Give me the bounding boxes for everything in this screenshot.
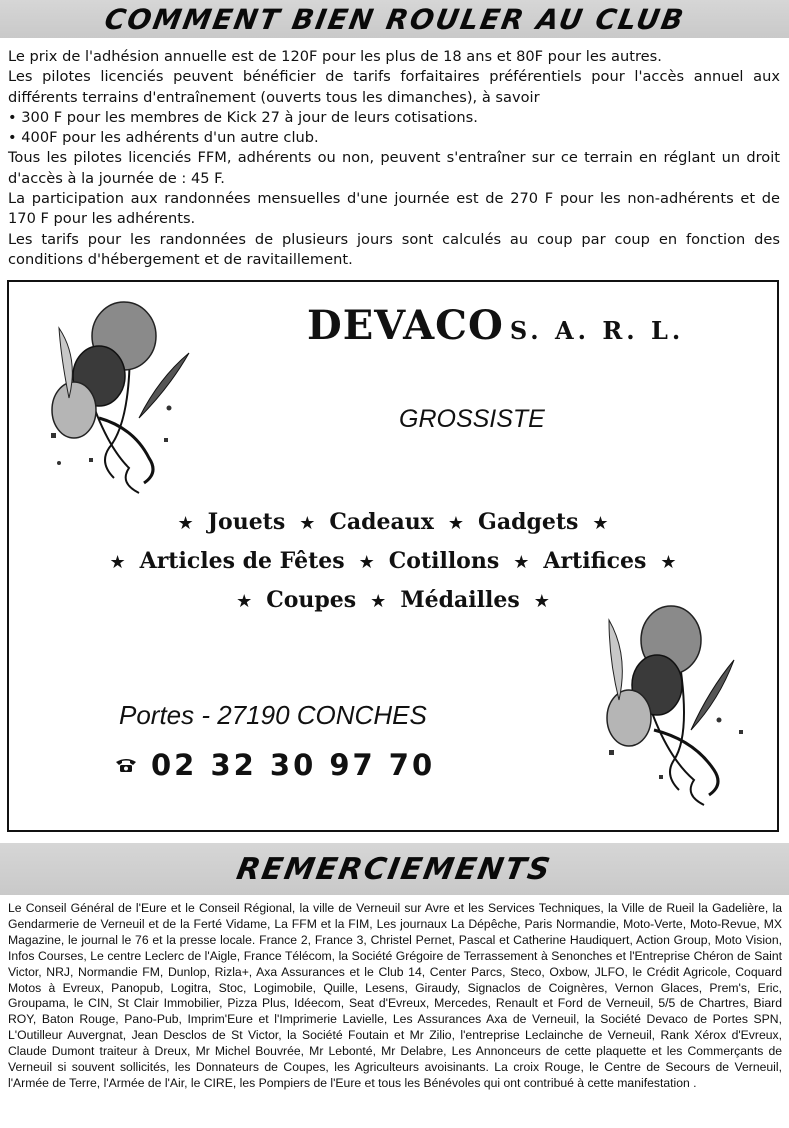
company-phone	[115, 748, 435, 782]
company-name	[307, 302, 684, 349]
intro-line: • 400F pour les adhérents d'un autre club.	[8, 129, 319, 147]
star-icon: ★	[447, 513, 465, 534]
intro-line: Les pilotes licenciés peuvent bénéficier de tarifs forfaitaires préférentiels pour l'accès annuel aux différents terrains d'entraînement (ouverts tous les dimanches), à savoir	[8, 68, 780, 106]
telephone-icon	[115, 757, 137, 773]
thanks-banner	[0, 843, 789, 895]
products-row	[9, 548, 777, 574]
star-icon: ★	[299, 513, 316, 534]
section-title: REMERCIEMENTS	[234, 851, 555, 887]
page-title: COMMENT BIEN ROULER AU CLUB	[101, 2, 688, 36]
company-name-text: DEVACO	[307, 302, 504, 349]
devaco-advertisement	[7, 280, 779, 832]
company-tagline: GROSSISTE	[399, 405, 545, 433]
intro-line: La participation aux randonnées mensuelles d'une journée est de 270 F pour les non-adhérents et de 170 F pour les adhérents.	[8, 190, 780, 228]
product-label: Médailles	[400, 587, 520, 613]
intro-line: Tous les pilotes licenciés FFM, adhérents ou non, peuvent s'entraîner sur ce terrain en réglant un droit d'accès à la journée de : 45 F.	[8, 149, 780, 187]
star-icon: ★	[592, 513, 609, 534]
products-row	[9, 509, 777, 535]
company-address: Portes - 27190 CONCHES	[119, 700, 427, 730]
intro-line: • 300 F pour les membres de Kick 27 à jour de leurs cotisations.	[8, 108, 478, 126]
intro-line: Le prix de l'adhésion annuelle est de 120F pour les plus de 18 ans et 80F pour les autres.	[8, 48, 662, 65]
star-icon: ★	[358, 552, 375, 573]
header-banner	[0, 0, 789, 38]
product-label: Cadeaux	[329, 509, 434, 535]
product-label: Coupes	[266, 587, 357, 613]
product-label: Gadgets	[478, 509, 579, 535]
product-label: Jouets	[207, 509, 286, 535]
thanks-paragraph: Le Conseil Général de l'Eure et le Conseil Régional, la ville de Verneuil sur Avre et les Services Techniques, la Ville de Rueil la Gadelière, la Gendarmerie de Verneuil et de la Ferté Vidame, La FFM et la FIM, Les journaux La Dépêche, Paris Normandie, Moto-Verte, Moto-Revue, MX Magazine, le journal le 76 et la presse locale. France 2, France 3, Christel Pernet, Pascal et Catherine Haudiquert, Action Group, Moto Vision, Infos Courses, Le centre Leclerc de l'Aigle, France Télécom, la Société Grégoire de Terrassement à Senonches et l'Entreprise Chéron de Saint Victor, NRJ, Normandie FM, Dunlop, Rizla+, Axa Assurances et le Club 14, Center Parcs, Steco, Oxbow, JLFO, le Crédit Agricole, Coquard Motos à Evreux, Panopub, Logitra, Stoc, Logimobile, Quille, Lesens, Giraudy, Signaclos de Coignères, Vernon Glaces, Prem's, Eric, Groupama, le CIN, St Clair Immobilier, Pizza Plus, Idéecom, Seat d'Evreux, Mercedes, Renault et Ford de Verneuil, 5/5 de Chartres, Biard ROY, Baton Rouge, Pano-Pub, Imprim'Eure et l'Imprimerie Lavielle, Les Assurances Axa de Verneuil, la Société Devaco de Portes SPN, L'Outilleur Auvergnat, Jean Desclos de St Victor, la Société Foutain et Mr Zilio, l'entreprise Leclainche de Verneuil, Rank Xérox d'Evreux, Claude Dumont traiteur à Dreux, Mr Michel Bouvrée, Mr Lebonté, Mr Delabre, Les Annonceurs de cette plaquette et les Commerçants de Verneuil si souvent sollicités, les Donnateurs de Coupes, les Agriculteurs avoisinants. La croix Rouge, le Centre de Secours de Verneuil, l'Armée de Terre, l'Armée de l'Air, le CIRE, les Pompiers de l'Eure et tous les Bénévoles qui ont contribué à cette manifestation .	[8, 901, 782, 1090]
balloons-icon	[599, 600, 759, 810]
intro-line: Les tarifs pour les randonnées de plusieurs jours sont calculés au coup par coup en fonction des conditions d'hébergement et de ravitaillement.	[8, 230, 780, 268]
product-label: Cotillons	[388, 548, 500, 574]
star-icon: ★	[533, 591, 550, 612]
product-label: Artifices	[543, 548, 647, 574]
star-icon: ★	[109, 552, 126, 573]
star-icon: ★	[177, 513, 194, 534]
phone-number: 02 32 30 97 70	[151, 748, 436, 782]
star-icon: ★	[660, 552, 677, 573]
product-label: Articles de Fêtes	[139, 548, 345, 574]
star-icon: ★	[370, 591, 387, 612]
intro-text	[8, 47, 780, 270]
company-suffix: S. A. R. L.	[509, 316, 685, 345]
balloons-icon	[39, 298, 199, 498]
thanks-text	[8, 901, 782, 1092]
star-icon: ★	[513, 552, 530, 573]
star-icon: ★	[236, 591, 253, 612]
